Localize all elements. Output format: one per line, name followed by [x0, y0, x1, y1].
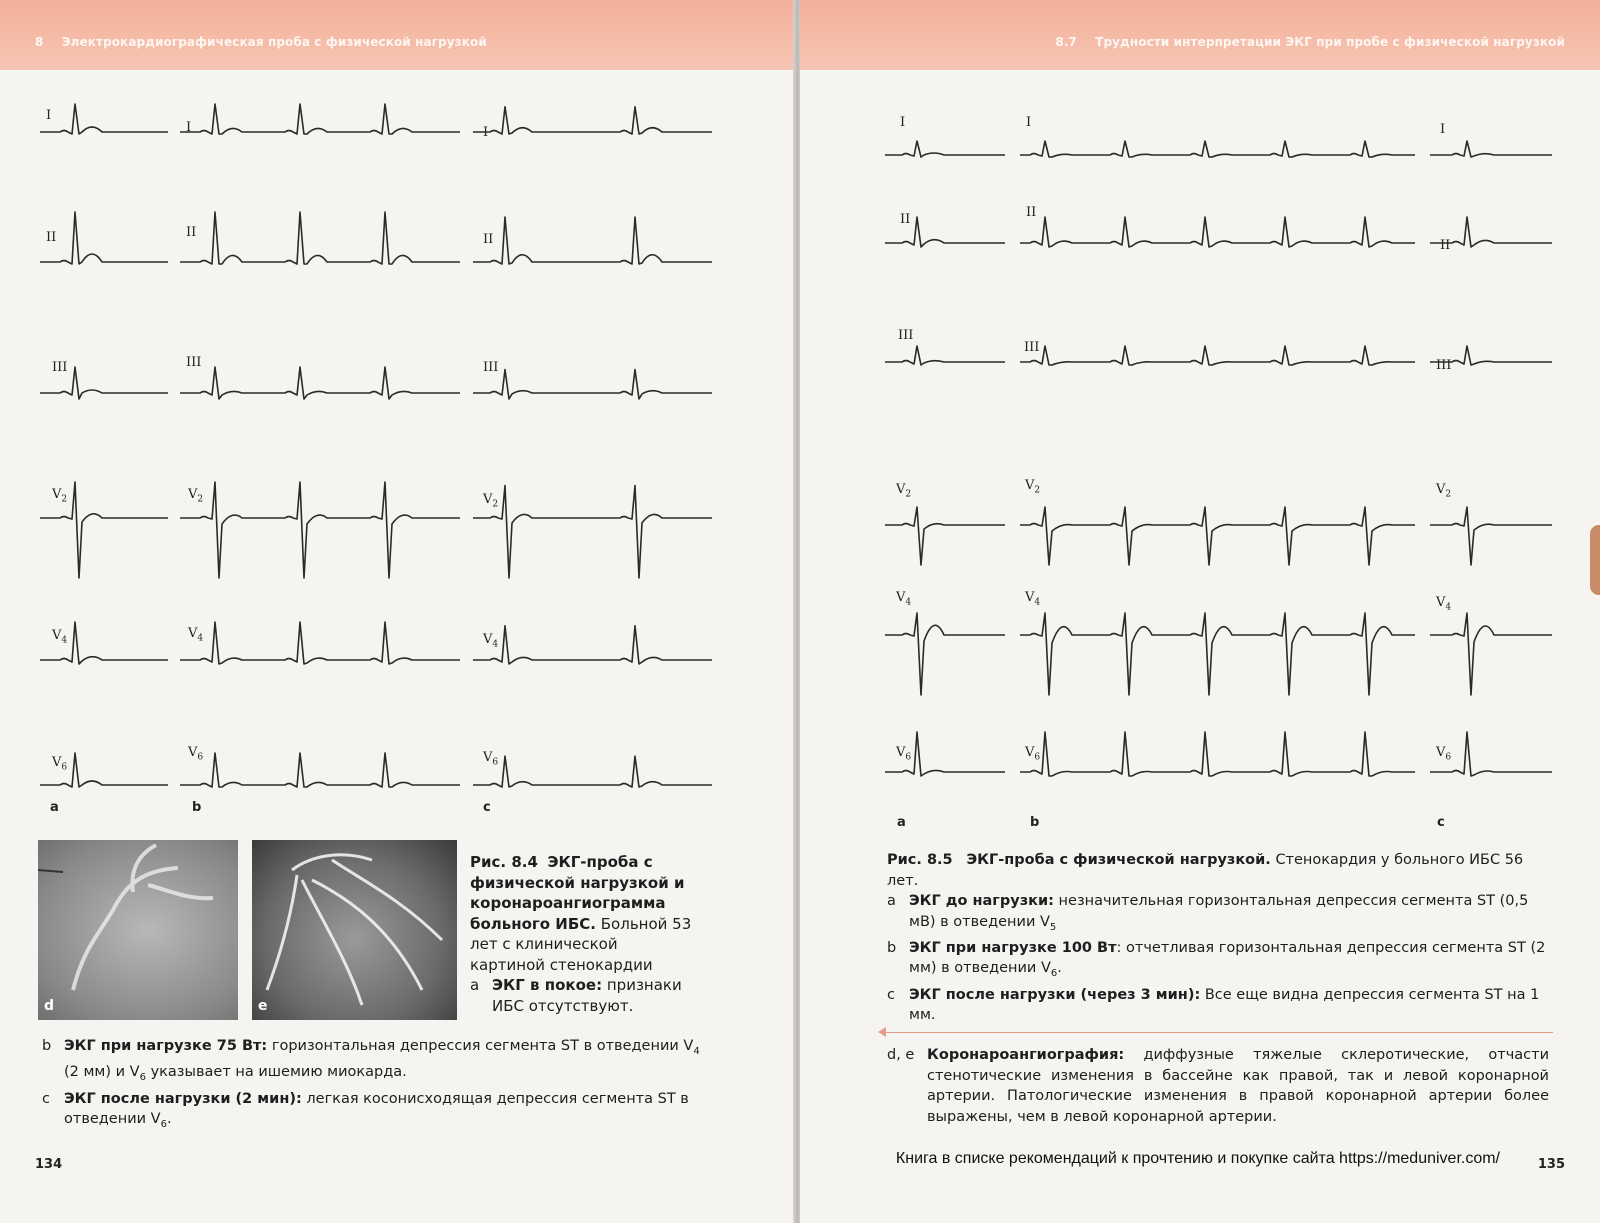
ecg-left-b-III: [180, 367, 460, 399]
fig-8-5-item-a: a ЭКГ до нагрузки: незначительная горизонтальная депрессия сегмента ST (0,5 мВ) в отведении $V_5$: [887, 893, 1529, 933]
r-lead-label-V6-a: $V_6$: [896, 745, 912, 763]
lead-label-V2-b: $V_2$: [188, 487, 204, 505]
ecg-left-a-I: [40, 104, 168, 134]
fig-8-5-item-b: b ЭКГ при нагрузке 100 Вт: отчетливая горизонтальная депрессия сегмента ST (2 мм) в отведении $V_6$.: [887, 939, 1546, 980]
lead-label-V6-b: $V_6$: [188, 745, 204, 763]
fig-8-4-item-b: b ЭКГ при нагрузке 75 Вт: горизонтальная депрессия сегмента ST в отведении $V_4$ (2 мм) и $V_6$ указывает на ишемию миокарда.: [42, 1038, 700, 1084]
left-header-number: 8: [35, 35, 44, 49]
r-lead-label-V2-a: $V_2$: [896, 482, 912, 500]
fig-8-5-title-rest: Стенокардия у больного ИБС 56 лет.: [887, 852, 1524, 889]
ecg-right-c-III: [1430, 346, 1552, 365]
ecg-right-b-V4: [1020, 613, 1415, 695]
watermark-text: Книга в списке рекомендаций к прочтению и покупке сайта https://meduniver.com/: [895, 1150, 1500, 1167]
lead-label-V4-a: $V_4$: [52, 628, 68, 646]
r-lead-label-V4-b: $V_4$: [1025, 590, 1041, 608]
panel-letter-c: c: [483, 800, 491, 815]
fig-8-5-item-c: c ЭКГ после нагрузки (через 3 мин): Все еще видна депрессия сегмента ST на 1 мм.: [887, 986, 1540, 1024]
lead-label-V6-a: $V_6$: [52, 755, 68, 773]
r-panel-letter-b: b: [1030, 815, 1040, 830]
ecg-right-c-II: [1430, 217, 1552, 247]
ecg-right-b-I: [1020, 141, 1415, 157]
r-lead-label-III-a: III: [898, 328, 914, 343]
ecg-left-b-V6: [180, 753, 460, 787]
ecg-left-c-V4: [473, 626, 712, 664]
right-header-title: Трудности интерпретации ЭКГ при пробе с физической нагрузкой: [1095, 35, 1565, 49]
left-page-number: 134: [35, 1157, 63, 1172]
ecg-left-a-III: [40, 367, 168, 399]
ecg-left-a-II: [40, 212, 168, 264]
r-lead-label-V4-c: $V_4$: [1436, 595, 1452, 613]
lead-label-III-a: III: [52, 360, 68, 375]
r-panel-letter-a: a: [897, 815, 906, 830]
ecg-left-c-II: [473, 217, 712, 264]
ecg-right-a-III: [885, 346, 1005, 365]
fig-8-4-title: ЭКГ-проба с физической нагрузкой и коронароангиограмма больного ИБС.: [470, 853, 685, 933]
ecg-right-a-I: [885, 141, 1005, 157]
lead-label-III-b: III: [186, 355, 202, 370]
fig-8-5-title: ЭКГ-проба с физической нагрузкой.: [966, 852, 1271, 868]
ecg-left-c-I: [473, 107, 712, 134]
lead-label-II-b: II: [186, 225, 197, 240]
r-lead-label-I-a: I: [900, 115, 906, 130]
lead-label-II-c: II: [483, 232, 494, 247]
lead-label-V2-a: $V_2$: [52, 487, 68, 505]
ecg-right-b-III: [1020, 346, 1415, 365]
ecg-left-b-V2: [180, 482, 460, 578]
ecg-right-c-V6: [1430, 732, 1552, 776]
lead-label-II-a: II: [46, 230, 57, 245]
ecg-left-c-V2: [473, 486, 712, 578]
ecg-right-b-V2: [1020, 507, 1415, 565]
r-lead-label-II-b: II: [1026, 205, 1037, 220]
fig-8-5-number: Рис. 8.5: [887, 852, 953, 868]
ecg-right-c-V4: [1430, 613, 1552, 695]
ecg-left-b-I: [180, 104, 460, 134]
right-page-number: 135: [1537, 1157, 1565, 1172]
ecg-right-a-II: [885, 217, 1005, 247]
r-lead-label-II-c: II: [1440, 238, 1451, 253]
ecg-right-b-II: [1020, 217, 1415, 247]
panel-letter-a: a: [50, 800, 59, 815]
ecg-right-b-V6: [1020, 732, 1415, 776]
ecg-left-a-V2: [40, 482, 168, 578]
r-lead-label-V2-c: $V_2$: [1436, 482, 1452, 500]
lead-label-V4-c: $V_4$: [483, 632, 499, 650]
ecg-left-c-V6: [473, 756, 712, 787]
ecg-right-a-V6: [885, 732, 1005, 776]
lead-label-I-b: I: [186, 120, 192, 135]
ecg-left-b-V4: [180, 622, 460, 664]
ecg-right-a-V2: [885, 507, 1005, 565]
ecg-left-b-II: [180, 212, 460, 264]
ecg-left-a-V6: [40, 753, 168, 787]
r-panel-letter-c: c: [1437, 815, 1445, 830]
r-lead-label-V6-c: $V_6$: [1436, 745, 1452, 763]
fig-8-5-item-de: d, e Коронароангиография: диффузные тяжелые склеротические, отчасти стенотические изменения в бассейне как правой, так и левой коронарной артерии. Патологические изменения в правой коронарной артерии более выражены, чем в левой коронарной артерии.: [887, 1047, 1550, 1125]
r-lead-label-V6-b: $V_6$: [1025, 745, 1041, 763]
fig-8-4-item-c: c ЭКГ после нагрузки (2 мин): легкая косонисходящая депрессия сегмента ST в отведении $V_6$.: [42, 1090, 689, 1131]
ecg-left-a-V4: [40, 622, 168, 664]
right-header-number: 8.7: [1055, 35, 1077, 49]
r-lead-label-III-c: III: [1436, 358, 1452, 373]
photo-letter-e: e: [258, 998, 268, 1014]
r-lead-label-III-b: III: [1024, 340, 1040, 355]
lead-label-V4-b: $V_4$: [188, 626, 204, 644]
r-lead-label-V4-a: $V_4$: [896, 590, 912, 608]
r-lead-label-I-c: I: [1440, 122, 1446, 137]
lead-label-V2-c: $V_2$: [483, 492, 499, 510]
lead-label-V6-c: $V_6$: [483, 750, 499, 768]
left-header-title: Электрокардиографическая проба с физической нагрузкой: [61, 35, 487, 49]
fig-8-4-title-rest: Больной 53 лет с клинической картиной стенокардии: [470, 914, 692, 974]
ecg-left-c-III: [473, 370, 712, 399]
ecg-right-a-V4: [885, 613, 1005, 695]
lead-label-III-c: III: [483, 360, 499, 375]
fig-8-4-item-a: a ЭКГ в покое: признаки ИБС отсутствуют.: [470, 976, 682, 1015]
ecg-right-c-V2: [1430, 507, 1552, 565]
photo-letter-d: d: [44, 998, 55, 1014]
r-lead-label-V2-b: $V_2$: [1025, 478, 1041, 496]
fig-8-4-number: Рис. 8.4: [470, 853, 538, 871]
lead-label-I-a: I: [46, 108, 52, 123]
ecg-right-c-I: [1430, 141, 1552, 157]
r-lead-label-I-b: I: [1026, 115, 1032, 130]
panel-letter-b: b: [192, 800, 202, 815]
lead-label-I-c: I: [483, 125, 489, 140]
r-lead-label-II-a: II: [900, 212, 911, 227]
